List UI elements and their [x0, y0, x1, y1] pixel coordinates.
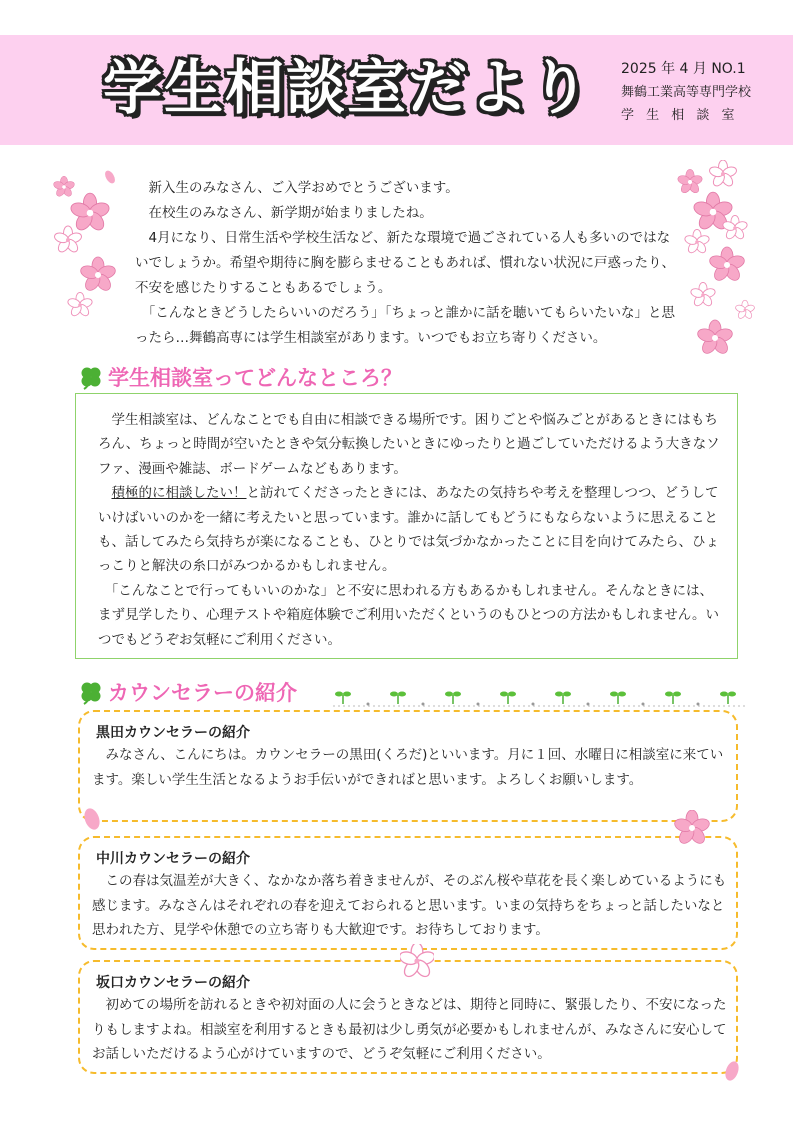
counselor-text-nakagawa: この春は気温差が大きく、なかなか落ち着きませんが、そのぶん桜や草花を長く楽しめているようにも感じます。みなさんはそれぞれの春を迎えておられると思います。いまの気持ちをちょっと話したいなと思われた方、見学や休憩での立ち寄りも大歓迎です。お待ちしております。: [92, 873, 727, 938]
about-heading: 学生相談室ってどんなところ？: [108, 366, 402, 390]
counselor-name-nakagawa: 中川カウンセラーの紹介: [96, 851, 250, 867]
newsletter-title: 学生相談室だより: [103, 53, 592, 122]
about-p2-underlined: 積極的に相談したい！: [111, 485, 247, 502]
clover-icon: [78, 679, 104, 705]
sakura-icon: [48, 165, 148, 325]
counselor-name-kuroda: 黒田カウンセラーの紹介: [96, 725, 250, 741]
counselor-text-kuroda: みなさん、こんにちは。カウンセラーの黒田(くろだ)といいます。月に１回、水曜日に相談室に来ています。楽しい学生生活となるようお手伝いができればと思います。よろしくお願いします。: [92, 747, 724, 788]
about-text: [98, 408, 723, 652]
about-p3: 「こんなことで行ってもいいのかな」と不安に思われる方もあるかもしれません。そんなときには、まず見学したり、心理テストや箱庭体験でご利用いただくというのもひとつの方法かもしれません。いつでもどうぞお気軽にご利用ください。: [98, 582, 719, 648]
sakura-icon: [400, 944, 434, 978]
clover-icon: [78, 364, 104, 390]
sakura-icon: [675, 160, 765, 360]
sprout-icon: [333, 686, 748, 708]
sakura-icon: [674, 810, 710, 846]
counselor-text-sakaguchi: 初めての場所を訪れるときや初対面の人に会うときなどは、期待と同時に、緊張したり、不安になったりもしますよね。相談室を利用するときも最初は少し勇気が必要かもしれませんが、みなさんに安心してお話しいただけるよう心がけていますので、どうぞ気軽にご利用ください。: [92, 997, 727, 1062]
petal-icon: [722, 1058, 742, 1084]
about-p2: と訪れてくださったときには、あなたの気持ちや考えを整理しつつ、どうしていけばいいのかを一緒に考えたいと思っています。誰かに話してもどうにもならないように思えることも、話してみたら気持ちが楽になることも、ひとりでは気づかなかったことに目を向けてみたら、ひょっこりと解決の糸口がみつかるかもしれません。: [98, 485, 719, 575]
section-heading-counselors: [78, 677, 297, 707]
section-heading-about: [78, 362, 402, 392]
counselors-heading: カウンセラーの紹介: [108, 681, 297, 705]
issue-date: 2025 年 4 月 NO.1: [621, 61, 746, 77]
intro-message: 新入生のみなさん、ご入学おめでとうございます。 在校生のみなさん、新学期が始まりましたね。 4月になり、日常生活や学校生活など、新たな環境で過ごされている人も多いのではないでしょうか。希望や期待に胸を膨らませることもあれば、慣れない状況に戸惑ったり、不安を感じたりすることもあるでしょう。 「こんなときどうしたらいいのだろう」「ちょっと誰かに話を聴いてもらいたいな」と思ったら…舞鶴高専には学生相談室があります。いつでもお立ち寄りください。: [135, 180, 675, 346]
school-name: 舞鶴工業高等専門学校: [621, 85, 752, 100]
counselor-name-sakaguchi: 坂口カウンセラーの紹介: [96, 975, 250, 991]
about-p1: 学生相談室は、どんなことでも自由に相談できる場所です。困りごとや悩みごとがあるときにはもちろん、ちょっと時間が空いたときや気分転換したいときにゆったりと過ごしていただけるよう大きなソファ、漫画や雑誌、ボードゲームなどもあります。: [98, 412, 720, 477]
petal-icon: [82, 806, 102, 832]
office-name: 学 生 相 談 室: [621, 108, 739, 123]
